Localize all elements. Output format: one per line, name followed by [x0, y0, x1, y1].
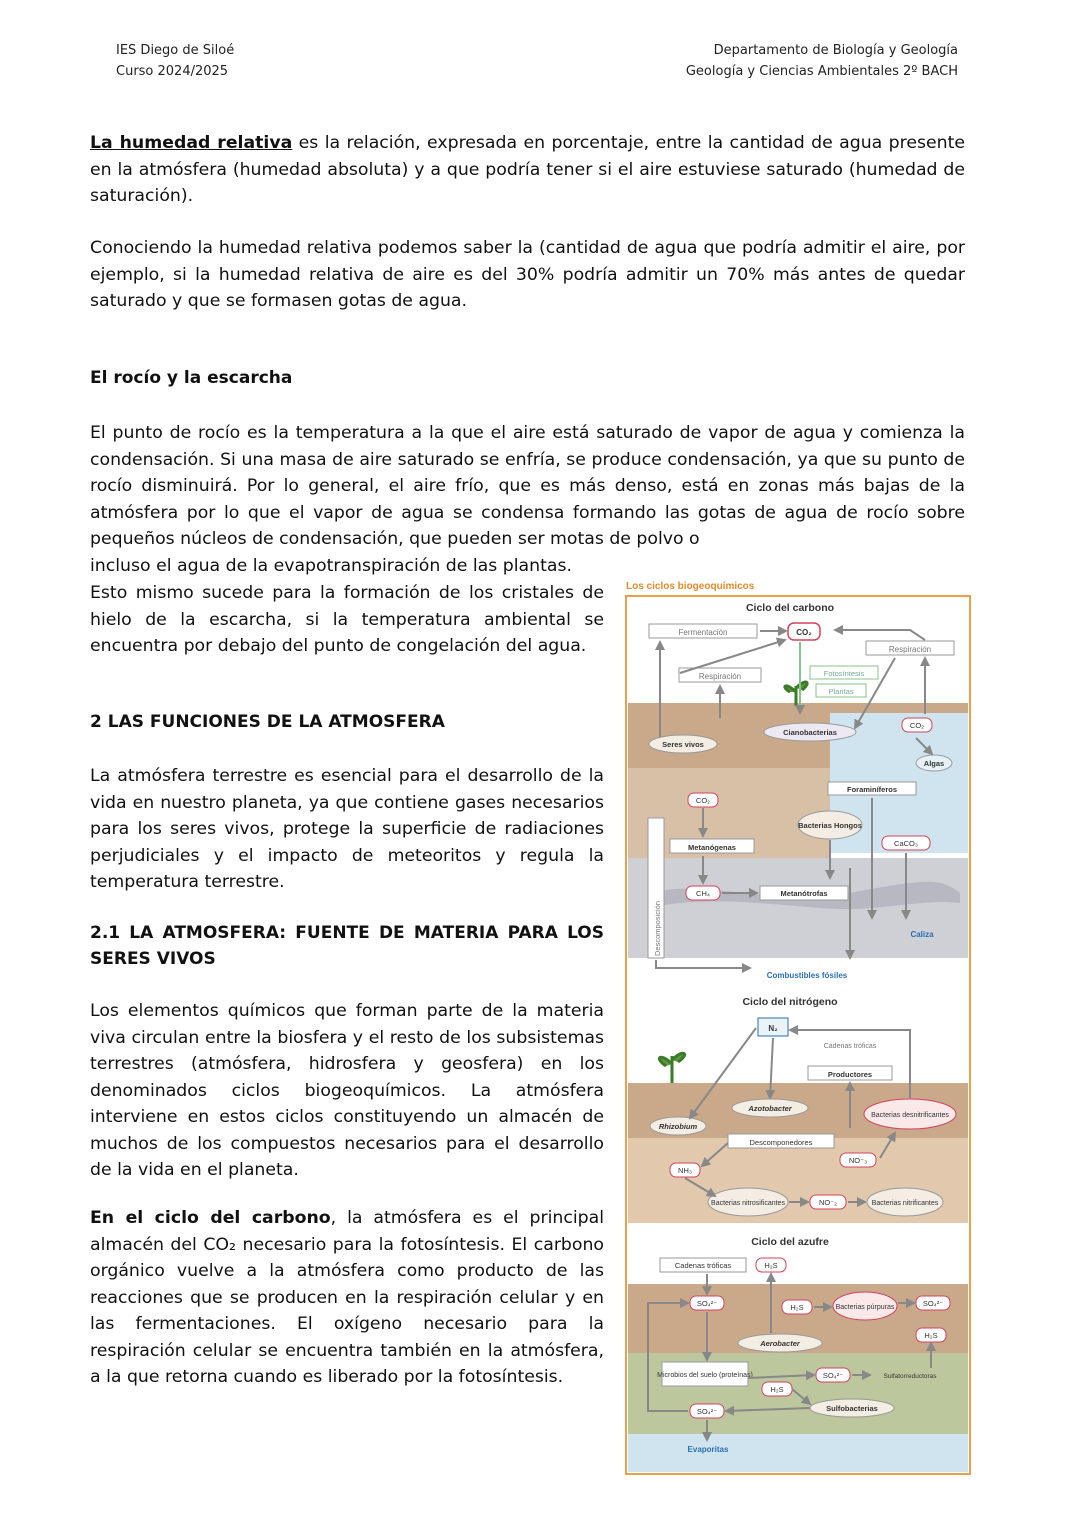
carbon-text-a: , la atmósfera es el principal almacén del [90, 1208, 604, 1255]
nitrogen-cycle-title: Ciclo del nitrógeno [742, 996, 838, 1008]
respiracion-right-label: Respiración [888, 645, 932, 654]
h2s-right-label: H₂S [924, 1331, 938, 1340]
sulfur-cycle-title: Ciclo del azufre [751, 1236, 829, 1248]
descomposicion-label: Descomposición [653, 900, 662, 956]
subject-name: Geología y Ciencias Ambientales 2º BACH [685, 64, 958, 79]
frost-paragraph: Esto mismo sucede para la formación de los cristales de hielo de la escarcha, si la temperatura ambiental se encuentra por debajo del punto de congelación del agua. [90, 583, 604, 656]
cianobacterias-label: Cianobacterias [783, 728, 837, 737]
so4-d-label: SO₄²⁻ [696, 1407, 718, 1416]
department-name: Departamento de Biología y Geología [713, 43, 958, 58]
so4-c-label: SO₄²⁻ [822, 1371, 844, 1380]
co2-soil-label: CO₂ [695, 796, 711, 805]
h2s-mid-label: H₂S [790, 1303, 804, 1312]
carbon-term: En el ciclo del carbono [90, 1208, 331, 1228]
ch4-label: CH₄ [696, 889, 710, 898]
h2s-top-label: H₂S [764, 1261, 778, 1270]
caliza-label: Caliza [910, 930, 934, 939]
so4-a-label: SO₄²⁻ [696, 1299, 718, 1308]
no3-label: NO⁻₃ [848, 1156, 868, 1165]
figure-title: Los ciclos biogeoquímicos [626, 581, 755, 592]
nh3-label: NH₃ [678, 1166, 692, 1175]
sulfatorreductoras-label: Sulfatorreductoras [883, 1373, 937, 1380]
carbon-rock [628, 858, 968, 958]
fermentacion-label: Fermentación [678, 628, 728, 637]
course-year: Curso 2024/2025 [116, 64, 229, 79]
nitrosificantes-label: Bacterias nitrosificantes [711, 1200, 785, 1207]
carbon-text-b: necesario para la fotosíntesis. El carbono orgánico vuelve a la atmósfera como producto de las reacciones que se producen en la respiración celular y en las fermentaciones. El oxígeno necesario para la respiración celular se encuentra también en la atmósfera, a la que retorna cuando es liberado por la fotosíntesis. [90, 1234, 604, 1387]
biogeochemical-cycles-figure [620, 578, 975, 1478]
humidity-paragraph: Conociendo la humedad relativa podemos saber la (cantidad de agua que podría admitir el aire, por ejemplo, si la humedad relativa de aire es del 30% podría admitir un 70% más antes de quedar saturado y que se formasen gotas de agua. [90, 238, 965, 311]
dew-title: El rocío y la escarcha [90, 368, 293, 388]
n2-label: N₂ [768, 1024, 778, 1033]
header-right [686, 40, 958, 82]
nitrificantes-label: Bacterias nitrificantes [871, 1200, 939, 1207]
humidity-definition [90, 130, 965, 210]
dew-paragraph-end: incluso el agua de la evapotranspiración de las plantas. [90, 556, 572, 576]
cadenas-s-label: Cadenas tróficas [674, 1261, 732, 1270]
combustibles-label: Combustibles fósiles [766, 971, 848, 980]
school-name: IES Diego de Siloé [116, 43, 235, 58]
respiracion-left-label: Respiración [698, 672, 742, 681]
evaporitas-label: Evaporitas [687, 1445, 729, 1454]
h2s-low-label: H₂S [770, 1385, 784, 1394]
bacterias-hongos-label: Bacterias Hongos [798, 821, 862, 830]
functions-title: 2 LAS FUNCIONES DE LA ATMOSFERA [90, 712, 445, 732]
humidity-definition-text: es la relación, expresada en porcentaje, entre la cantidad de agua presente en la atmósfera (humedad absoluta) y a que podría tener si el aire estuviese saturado (humedad de saturación). [90, 133, 965, 206]
sulfobacterias-label: Sulfobacterias [826, 1404, 878, 1413]
metanotrofas-label: Metanótrofas [780, 889, 828, 898]
productores-label: Productores [827, 1070, 873, 1079]
so4-b-label: SO₄²⁻ [922, 1299, 944, 1308]
azotobacter-label: Azotobacter [748, 1104, 792, 1113]
fotosintesis-label: Fotosíntesis [823, 669, 865, 678]
carbon-co2: CO₂ [203, 1234, 236, 1255]
sulfur-water [628, 1434, 968, 1472]
no2-label: NO⁻₂ [818, 1198, 838, 1207]
header-left [116, 40, 234, 82]
co2-atm-label: CO₂ [796, 628, 812, 637]
caco3-label: CaCO₃ [894, 839, 918, 848]
algas-label: Algas [923, 759, 945, 768]
carbon-paragraph [90, 1205, 604, 1391]
rhizobium-label: Rhizobium [658, 1122, 698, 1131]
matter-title: 2.1 LA ATMOSFERA: FUENTE DE MATERIA PARA LOS SERES VIVOS [90, 923, 604, 969]
dew-paragraph: El punto de rocío es la temperatura a la que el aire está saturado de vapor de agua y comienza la condensación. Si una masa de aire saturado se enfría, se produce condensación, ya que su punto de rocío disminuirá. Por lo general, el aire frío, que es más denso, está en zonas más bajas de la atmósfera por lo que el vapor de agua se condensa formando las gotas de agua de rocío sobre pequeños núcleos de condensación, que pueden ser motas de polvo o [90, 423, 965, 549]
cadenas-n-label: Cadenas tróficas [823, 1043, 877, 1050]
foraminiferos-label: Foraminíferos [846, 785, 898, 794]
functions-paragraph: La atmósfera terrestre es esencial para el desarrollo de la vida en nuestro planeta, ya que contiene gases necesarios para los seres vivos, protege la superficie de radiaciones perjudiciales y el impacto de meteoritos y regula la temperatura terrestre. [90, 766, 604, 892]
microbios-label: Microbios del suelo (proteínas) [657, 1372, 753, 1379]
descomponedores-label: Descomponedores [749, 1138, 813, 1147]
purpuras-label: Bacterias púrpuras [835, 1304, 895, 1311]
metanogenas-label: Metanógenas [688, 843, 736, 852]
desnitrificantes-label: Bacterias desnitrificantes [871, 1112, 949, 1119]
seres-vivos-label: Seres vivos [662, 740, 704, 749]
plantas-label: Plantas [828, 687, 854, 696]
matter-paragraph: Los elementos químicos que forman parte de la materia viva circulan entre la biosfera y el resto de los subsistemas terrestres (atmósfera, hidrosfera y geosfera) en los denominados ciclos biogeoquímicos. La atmósfera interviene en estos ciclos constituyendo un almacén de muchos de los compuestos necesarios para el desarrollo de la vida en el planeta. [90, 1001, 604, 1180]
aerobacter-label: Aerobacter [760, 1339, 800, 1348]
humidity-term: La humedad relativa [90, 133, 293, 153]
carbon-cycle-title: Ciclo del carbono [745, 602, 835, 614]
co2-sea-label: CO₂ [909, 721, 925, 730]
